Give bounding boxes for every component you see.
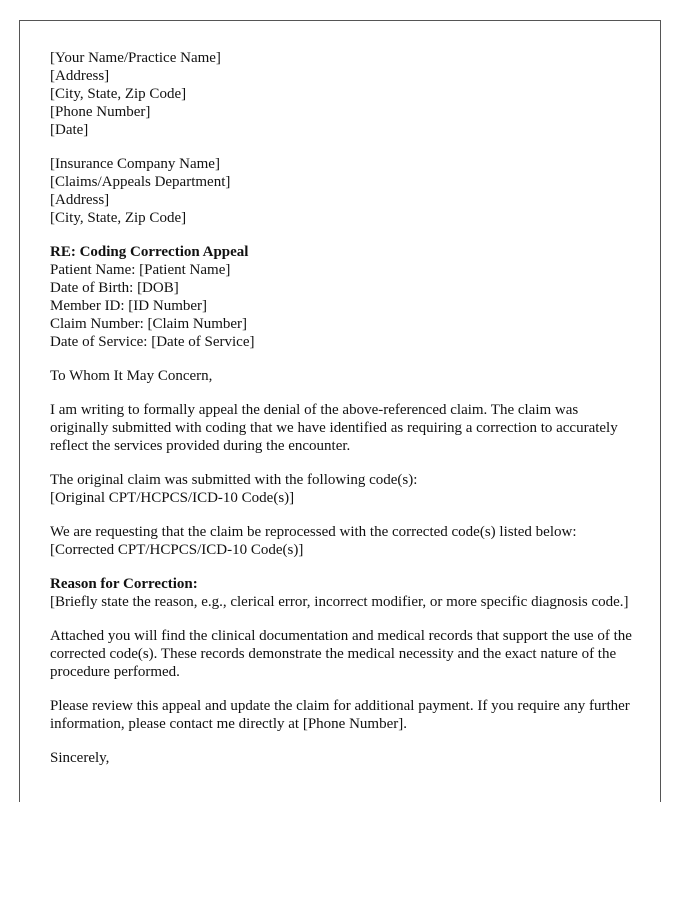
sender-city-state-zip: [City, State, Zip Code]	[50, 86, 187, 102]
sender-name: [Your Name/Practice Name]	[50, 50, 221, 66]
intro-paragraph	[50, 401, 640, 455]
re-heading: RE: Coding Correction Appeal	[50, 244, 249, 260]
signoff-block	[50, 749, 640, 767]
intro-text: I am writing to formally appeal the denial of the above-referenced claim. The claim was originally submitted with coding that we have identified as requiring a correction to accurately reflect the services provided during the encounter.	[50, 402, 618, 454]
attachments-paragraph	[50, 627, 640, 681]
original-codes-label: The original claim was submitted with the following code(s):	[50, 472, 418, 488]
letter-content	[50, 49, 640, 783]
closing-request-paragraph	[50, 697, 640, 733]
recipient-company: [Insurance Company Name]	[50, 156, 220, 172]
re-block	[50, 243, 640, 351]
claim-number-line: Claim Number: [Claim Number]	[50, 316, 248, 332]
corrected-codes-value: [Corrected CPT/HCPCS/ICD-10 Code(s)]	[50, 542, 304, 558]
salutation: To Whom It May Concern,	[50, 368, 213, 384]
reason-heading: Reason for Correction:	[50, 576, 198, 592]
reason-block	[50, 575, 640, 611]
sender-address: [Address]	[50, 68, 110, 84]
original-codes-value: [Original CPT/HCPCS/ICD-10 Code(s)]	[50, 490, 295, 506]
patient-name-line: Patient Name: [Patient Name]	[50, 262, 231, 278]
recipient-city-state-zip: [City, State, Zip Code]	[50, 210, 187, 226]
letter-date: [Date]	[50, 122, 89, 138]
attachments-text: Attached you will find the clinical documentation and medical records that support the use of the corrected code(s). These records demonstrate the medical necessity and the exact nature of the procedure performed.	[50, 628, 632, 680]
letter-page	[19, 20, 661, 802]
corrected-codes-block	[50, 523, 640, 559]
corrected-codes-label: We are requesting that the claim be reprocessed with the corrected code(s) listed below:	[50, 524, 577, 540]
recipient-address: [Address]	[50, 192, 110, 208]
member-id-line: Member ID: [ID Number]	[50, 298, 208, 314]
dob-line: Date of Birth: [DOB]	[50, 280, 179, 296]
original-codes-block	[50, 471, 640, 507]
sender-phone: [Phone Number]	[50, 104, 151, 120]
salutation-block	[50, 367, 640, 385]
date-of-service-line: Date of Service: [Date of Service]	[50, 334, 255, 350]
recipient-block	[50, 155, 640, 227]
recipient-department: [Claims/Appeals Department]	[50, 174, 231, 190]
reason-text: [Briefly state the reason, e.g., clerical error, incorrect modifier, or more specific diagnosis code.]	[50, 594, 629, 610]
signoff: Sincerely,	[50, 750, 110, 766]
sender-block	[50, 49, 640, 139]
closing-request-text: Please review this appeal and update the claim for additional payment. If you require any further information, please contact me directly at [Phone Number].	[50, 698, 630, 732]
